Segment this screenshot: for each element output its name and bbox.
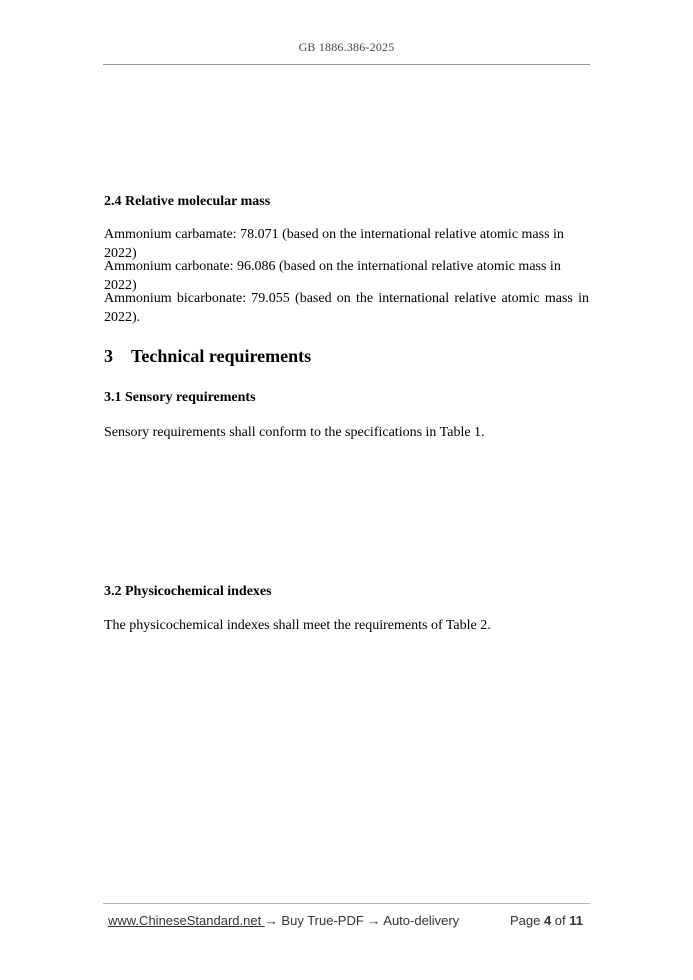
- page-indicator: [510, 913, 583, 928]
- section-2-4-heading: 2.4 Relative molecular mass: [104, 194, 271, 209]
- arrow-right-icon: →: [264, 913, 278, 928]
- page-label: Page: [509, 913, 544, 928]
- section-3-1-text: Sensory requirements shall conform to the specifications in Table 1.: [104, 425, 485, 440]
- page-footer: [108, 913, 588, 931]
- arrow-right-icon: →: [367, 913, 381, 928]
- ammonium-bicarbonate-mass-continued: 2022).: [104, 310, 141, 325]
- ammonium-bicarbonate-mass: Ammonium bicarbonate: 79.055 (based on the international relative atomic mass in: [104, 291, 589, 306]
- document-code-header: GB 1886.386-2025: [298, 40, 395, 54]
- buy-true-pdf-text: Buy True-PDF: [277, 913, 368, 928]
- section-3-1-heading: 3.1 Sensory requirements: [104, 390, 256, 405]
- section-3-2-text: The physicochemical indexes shall meet the requirements of Table 2.: [104, 618, 491, 633]
- chinesestandard-link[interactable]: www.ChineseStandard.net: [108, 913, 265, 928]
- section-3-2-heading: 3.2 Physicochemical indexes: [104, 584, 272, 599]
- section-3-heading: [104, 346, 589, 367]
- section-3-number: 3: [104, 346, 113, 366]
- current-page-number: 4: [543, 913, 552, 928]
- auto-delivery-text: Auto-delivery: [380, 913, 460, 928]
- section-3-title: Technical requirements: [131, 346, 312, 366]
- header-divider: [103, 64, 590, 65]
- total-pages-number: 11: [569, 913, 583, 928]
- ammonium-carbonate-mass: Ammonium carbonate: 96.086 (based on the international relative atomic mass in 2022): [104, 259, 561, 293]
- of-label: of: [551, 913, 570, 928]
- ammonium-carbamate-mass: Ammonium carbamate: 78.071 (based on the international relative atomic mass in 2022): [104, 227, 564, 261]
- footer-divider: [103, 903, 590, 904]
